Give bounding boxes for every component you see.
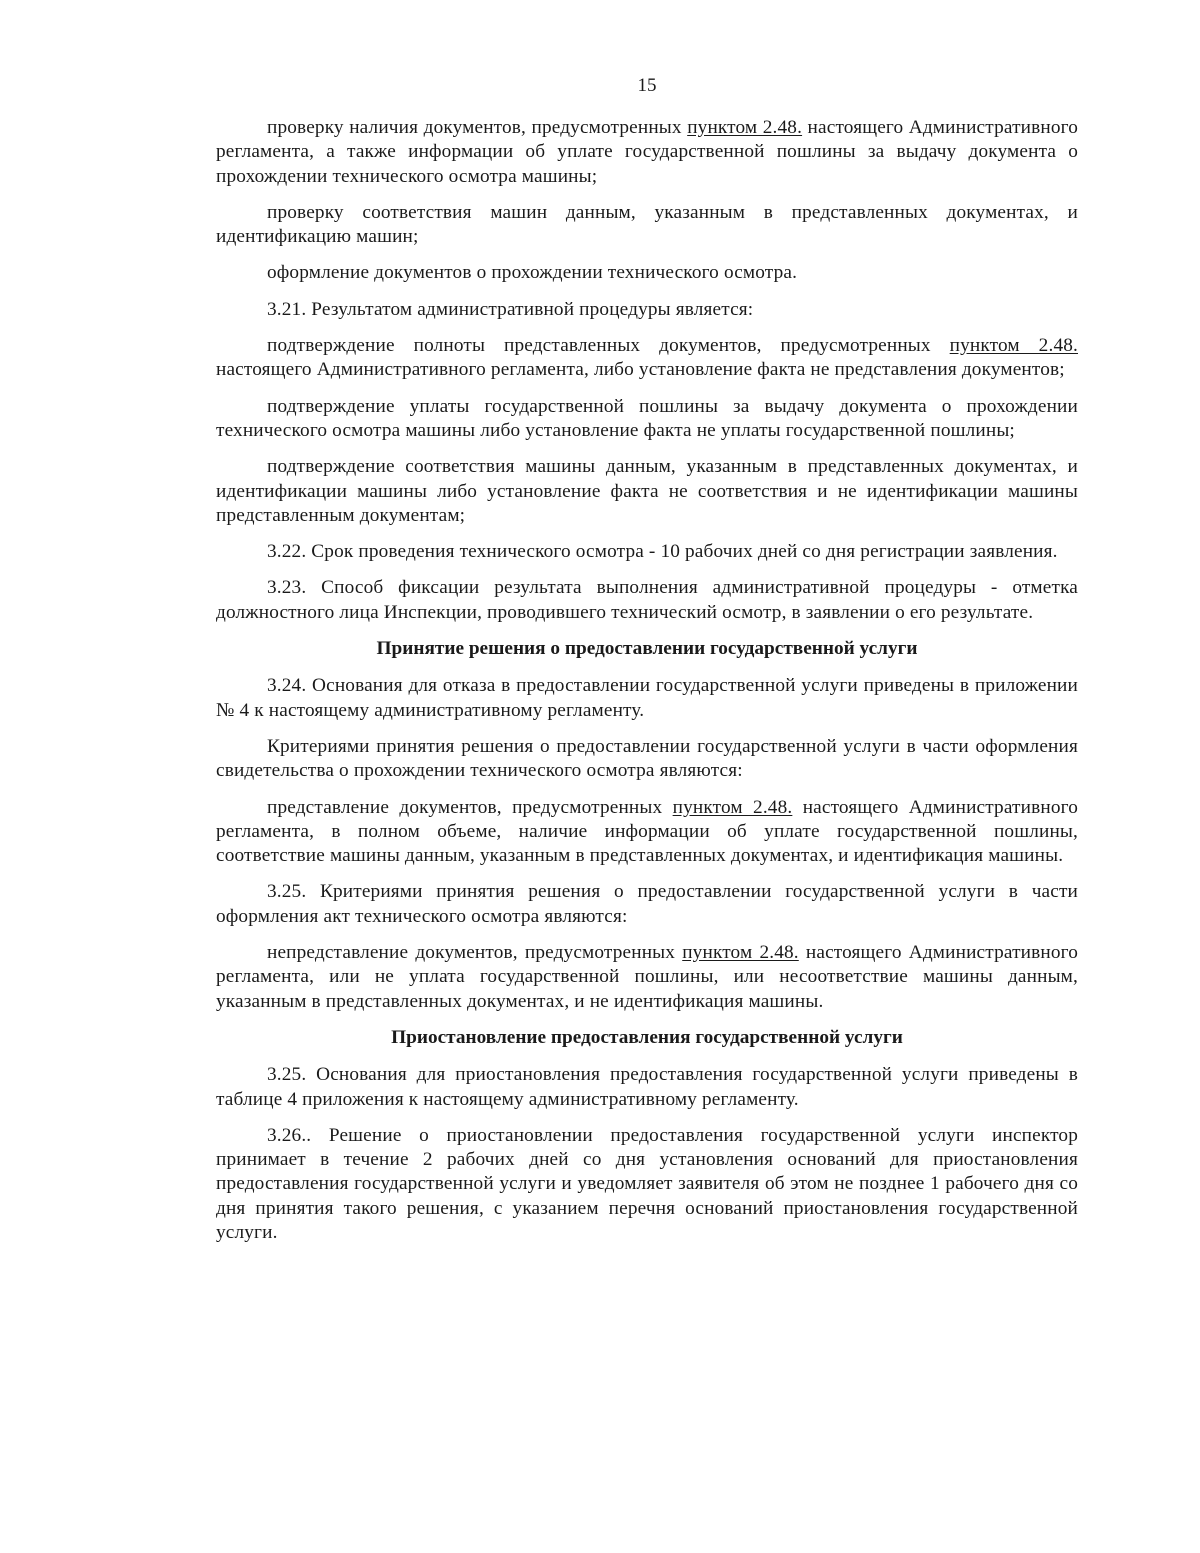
paragraph [216,298,1078,322]
paragraph [216,796,1078,869]
text-run: непредставление документов, предусмотренных [267,942,683,964]
text-run: подтверждение соответствия машины данным, указанным в представленных документах, и идентификации машины либо установление факта не соответствия и не идентификации машины представленным документам; [216,456,1078,526]
text-run: представление документов, предусмотренных [267,796,673,818]
text-run: настоящего Административного регламента, или не уплата государственной пошлины, или несоответствие машины данным, указанным в представленных документах, и не идентификация машины. [216,942,1078,1012]
text-run: 3.25. Критериями принятия решения о предоставлении государственной услуги в части оформления акт технического осмотра являются: [216,881,1078,927]
clause-reference-link[interactable]: пунктом 2.48. [949,335,1078,357]
clause-reference-link[interactable]: пунктом 2.48. [687,117,803,138]
paragraph [216,576,1078,625]
paragraph [216,395,1078,444]
text-run: 3.23. Способ фиксации результата выполнения административной процедуры - отметка должностного лица Инспекции, проводившего технический осмотр, в заявлении о его результате. [216,577,1078,623]
paragraph [216,540,1078,564]
text-run: настоящего Административного регламента, в полном объеме, наличие информации об уплате государственной пошлины, соответствие машины данным, указанным в представленных документах, и идентификация машины. [216,796,1078,867]
paragraph [216,735,1078,784]
paragraph [216,941,1078,1014]
paragraph [216,880,1078,929]
text-run: настоящего Административного регламента, либо установление факта не представления документов; [216,359,1065,381]
clause-reference-link[interactable]: пунктом 2.48. [682,942,799,964]
text-run: 3.25. Основания для приостановления предоставления государственной услуги приведены в таблице 4 приложения к настоящему административному регламенту. [216,1064,1078,1110]
paragraph [216,334,1078,383]
paragraph [216,674,1078,723]
document-body [216,116,1078,1257]
text-run: 3.26.. Решение о приостановлении предоставления государственной услуги инспектор принимает в течение 2 рабочих дней со дня установления оснований для приостановления предоставления государственной услуги и уведомляет заявителя об этом не позднее 1 рабочего дня со дня принятия такого решения, с указанием перечня оснований приостановления государственной услуги. [216,1124,1078,1243]
paragraph [216,116,1078,189]
paragraph [216,1124,1078,1245]
text-run: настоящего Административного регламента, а также информации об уплате государственной пошлины за выдачу документа о прохождении технического осмотра машины; [216,117,1079,187]
page-number: 15 [637,75,657,96]
text-run: 3.21. Результатом административной процедуры является: [267,298,754,320]
paragraph [216,261,1078,285]
text-run: проверку наличия документов, предусмотренных [267,117,688,138]
text-run: Критериями принятия решения о предоставлении государственной услуги в части оформления свидетельства о прохождении технического осмотра являются: [216,735,1078,782]
text-run: Приостановление предоставления государственной услуги [391,1026,903,1048]
text-run: подтверждение полноты представленных документов, предусмотренных [267,335,950,357]
clause-reference-link[interactable]: пунктом 2.48. [672,796,793,818]
paragraph [216,455,1078,528]
text-run: проверку соответствия машин данным, указанным в представленных документах, и идентификацию машин; [216,201,1078,248]
paragraph [216,1063,1078,1112]
text-run: оформление документов о прохождении технического осмотра. [267,262,798,284]
section-heading [216,637,1078,661]
text-run: подтверждение уплаты государственной пошлины за выдачу документа о прохождении технического осмотра машины либо установление факта не уплаты государственной пошлины; [216,395,1078,441]
paragraph [216,201,1078,250]
text-run: 3.24. Основания для отказа в предоставлении государственной услуги приведены в приложении № 4 к настоящему административному регламенту. [216,675,1078,721]
text-run: 3.22. Срок проведения технического осмотра - 10 рабочих дней со дня регистрации заявления. [267,541,1058,563]
section-heading [216,1026,1078,1050]
text-run: Принятие решения о предоставлении государственной услуги [376,638,918,660]
